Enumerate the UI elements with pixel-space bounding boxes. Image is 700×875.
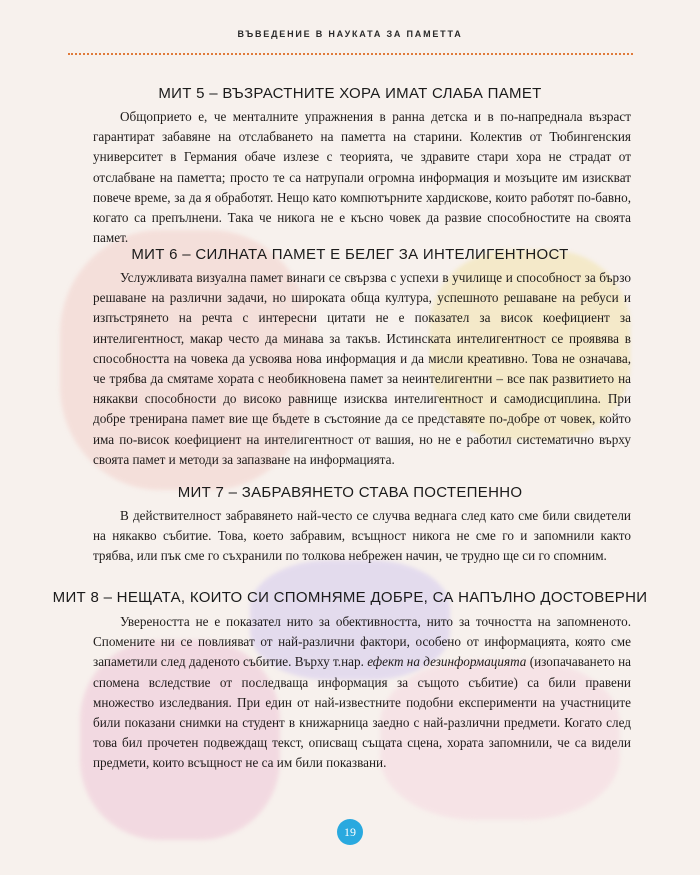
section-text-myth-5: Общоприето е, че менталните упражнения в ранна детска и в по-напреднала възраст гарантират забавяне на отслабването на паметта на старини. Колектив от Тюбингенския университет в Германия обаче излезе с теорията, че здравите стари хора не страдат от отслабване на паметта; просто те са натрупали огромна информация и мозъците им изискват повече време, за да я обработят. Нещо като компютърните хардискове, които работят по-бавно, когато са препълнени. Така че никога не е късно човек да развие способностите на своята памет. — [93, 109, 631, 246]
section-text-myth-8 — [93, 612, 631, 774]
text-before-italic: Увереността не е показател нито за обективността, нито за точността на запомненото. Спомените ни се повлияват от най-различни фактори, особено от информацията, която сме запаметили след даденото събитие. Върху т.нар. — [93, 614, 631, 670]
page-number-badge: 19 — [337, 819, 363, 845]
section-heading-myth-8: МИТ 8 – НЕЩАТА, КОИТО СИ СПОМНЯМЕ ДОБРЕ, СА НАПЪЛНО ДОСТОВЕРНИ — [52, 589, 648, 606]
section-heading-myth-7: МИТ 7 – ЗАБРАВЯНЕТО СТАВА ПОСТЕПЕННО — [177, 484, 523, 501]
text-after-italic: (изопачаването на спомена вследствие от последваща информация за същото събитие) са били правени множество изследвания. При един от най-известните подобни експерименти на участниците били показани снимки на студент в книжарница заедно с най-различни предмети. Когато след това бил прочетен подвеждащ текст, описващ същата сцена, хората запомнили, че са видели предмети, които всъщност не са им били показвани. — [93, 654, 631, 771]
section-text-myth-6: Услужливата визуална памет винаги се свързва с успехи в училище и способност за бързо решаване на различни задачи, но широката обща култура, успешното решаване на ребуси и изпъстрянето на речта с интересни цитати не е показател за висок коефициент за интелигентност, макар често да минава за такъв. Истинската интелигентност се проявява в способността на човека да усвоява нова информация и да мисли креативно. Това не означава, че трябва да смятаме хората с необикновена памет за неинтелигентни – все пак развитието на някакви способности до високо равнище изисква интелигентност и самодисциплина. При добре тренирана памет вие ще бъдете в състояние да се представяте по-добре от човек, който има по-висок коефициент на интелигентност от вашия, но не е работил систематично върху своята памет и методи за запазване на информацията. — [93, 270, 631, 467]
section-heading-myth-6: МИТ 6 – СИЛНАТА ПАМЕТ Е БЕЛЕГ ЗА ИНТЕЛИГЕНТНОСТ — [131, 246, 569, 263]
section-heading-myth-5: МИТ 5 – ВЪЗРАСТНИТЕ ХОРА ИМАТ СЛАБА ПАМЕТ — [158, 85, 542, 102]
running-header: ВЪВЕДЕНИЕ В НАУКАТА ЗА ПАМЕТТА — [237, 29, 463, 39]
section-text-myth-7: В действителност забравянето най-често се случва веднага след като сме били свидетели на някакво събитие. Това, което забравим, всъщност никога не сме го и запомнили както трябва, или пък сме го съхранили по толкова небрежен начин, че трудно ще си го спомним. — [93, 508, 631, 564]
italic-term: ефект на дезинформацията — [367, 654, 527, 670]
dotted-divider — [68, 53, 633, 55]
